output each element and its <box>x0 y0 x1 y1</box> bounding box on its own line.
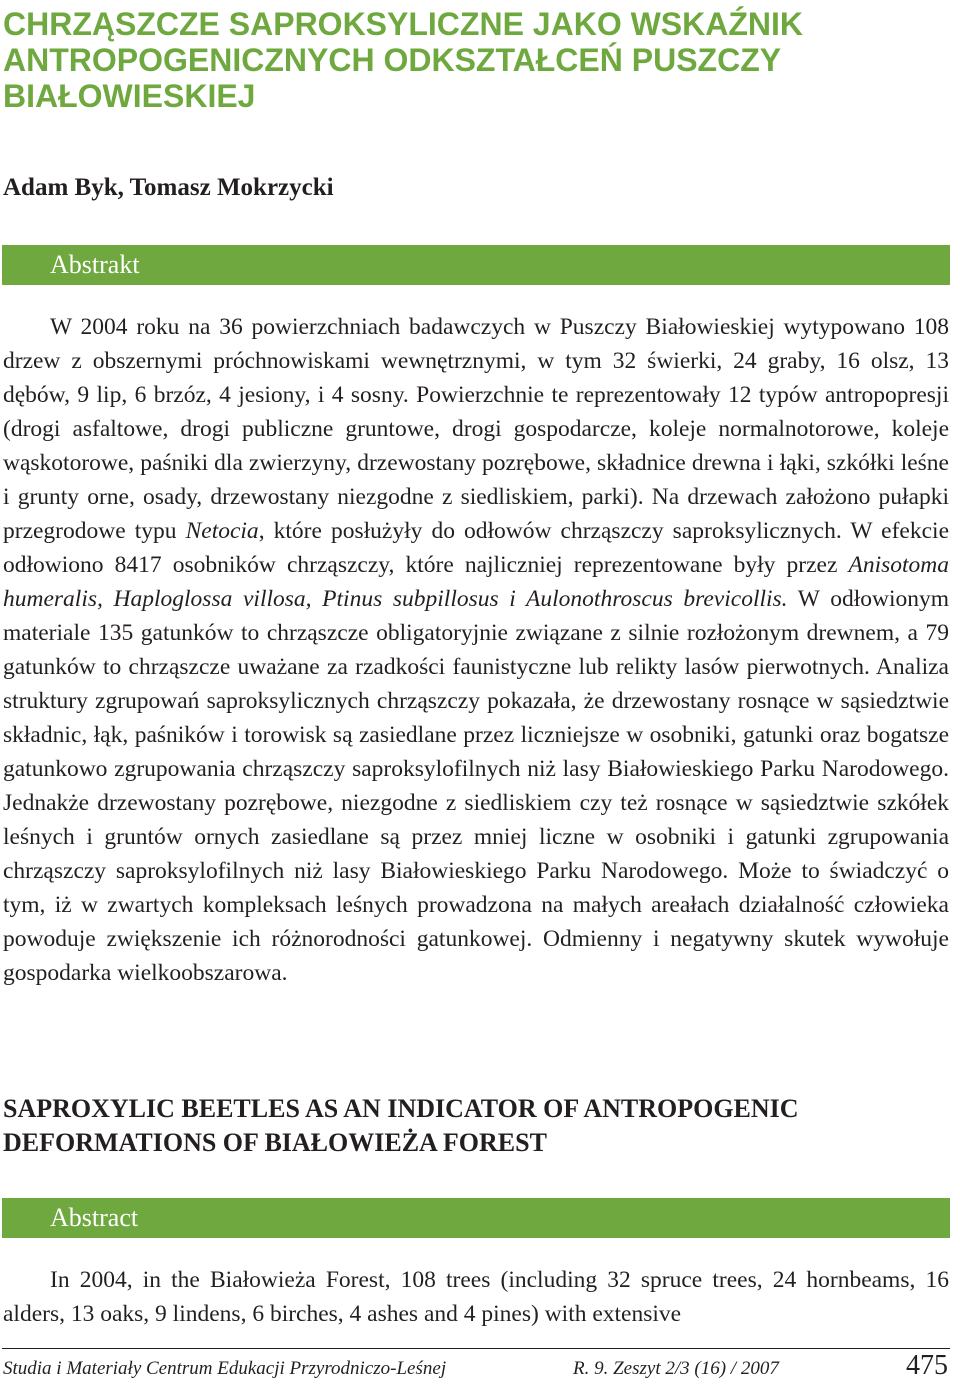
footer-issue: R. 9. Zeszyt 2/3 (16) / 2007 <box>573 1358 779 1379</box>
species-list: Anisotoma humeralis, Haploglossa villosa, Ptinus subpillosus i Aulonothroscus brevicollis. <box>3 552 949 612</box>
abstract-body-english <box>3 1263 949 1331</box>
abstract-text-part-1: W 2004 roku na 36 powierzchniach badawczych w Puszczy Białowieskiej wytypowano 108 drzew z obszernymi próchnowiskami wewnętrznymi, w tym 32 świerki, 24 graby, 16 olsz, 13 dębów, 9 lip, 6 brzóz, 4 jesiony, i 4 sosny. Powierzchnie te reprezentowały 12 typów antropopresji (drogi asfaltowe, drogi publiczne gruntowe, drogi gospodarcze, koleje normalnotorowe, koleje wąskotorowe, paśniki dla zwierzyny, drzewostany pozrębowe, składnice drewna i łąki, szkółki leśne i grunty orne, osady, drzewostany niezgodne z siedliskiem, parki). Na drzewach założono pułapki przegrodowe typu <box>3 314 949 544</box>
authors: Adam Byk, Tomasz Mokrzycki <box>3 174 334 201</box>
footer-journal-name: Studia i Materiały Centrum Edukacji Przyrodniczo-Leśnej <box>3 1358 447 1379</box>
page-number: 475 <box>906 1350 948 1381</box>
genus-netocia: Netocia <box>185 518 259 544</box>
abstract-text-part-3: W odłowionym materiale 135 gatunków to chrząszcze obligatoryjnie związane z silnie rozłożonym drewnem, a 79 gatunków to chrząszcze uważane za rzadkości faunistyczne lub relikty lasów pierwotnych. Analiza struktury zgrupowań saproksylicznych chrząszczy pokazała, że drzewostany rosnące w sąsiedztwie składnic, łąk, paśników i torowisk są zasiedlane przez liczniejsze w osobniki, gatunki oraz bogatsze gatunkowo zgrupowania chrząszczy saproksylofilnych niż lasy Białowieskiego Parku Narodowego. Jednakże drzewostany pozrębowe, niezgodne z siedliskiem czy też rosnące w sąsiedztwie szkółek leśnych i gruntów ornych zasiedlane są przez mniej liczne w osobniki i gatunki zgrupowania chrząszczy saproksylofilnych niż lasy Białowieskiego Parku Narodowego. Może to świadczyć o tym, iż w zwartych kompleksach leśnych prowadzona na małych areałach działalność człowieka powoduje zwiększenie ich różnorodności gatunkowej. Odmienny i negatywny skutek wywołuje gospodarka wielkoobszarowa. <box>3 586 949 986</box>
abstract-body-polish <box>3 310 949 990</box>
article-title-english: SAPROXYLIC BEETLES AS AN INDICATOR OF ANTROPOGENIC DEFORMATIONS OF BIAŁOWIEŻA FOREST <box>3 1094 799 1157</box>
article-title-polish: CHRZĄSZCZE SAPROKSYLICZNE JAKO WSKAŹNIK ANTROPOGENICZNYCH ODKSZTAŁCEŃ PUSZCZY BIAŁOWIESKIEJ <box>3 6 804 114</box>
footer-divider <box>2 1348 950 1349</box>
abstract-heading-bar-polish <box>2 245 950 285</box>
abstract-heading-english: Abstract <box>50 1203 139 1232</box>
abstract-heading-polish: Abstrakt <box>50 250 140 279</box>
abstract-heading-bar-english <box>2 1198 950 1238</box>
abstract-text-part-2: , które posłużyły do odłowów chrząszczy saproksylicznych. W efekcie odłowiono 8417 osobników chrząszczy, które najliczniej reprezentowane były przez <box>3 518 949 578</box>
abstract-text-english: In 2004, in the Białowieża Forest, 108 trees (including 32 spruce trees, 24 hornbeams, 16 alders, 13 oaks, 9 lindens, 6 birches, 4 ashes and 4 pines) with extensive <box>3 1267 949 1327</box>
